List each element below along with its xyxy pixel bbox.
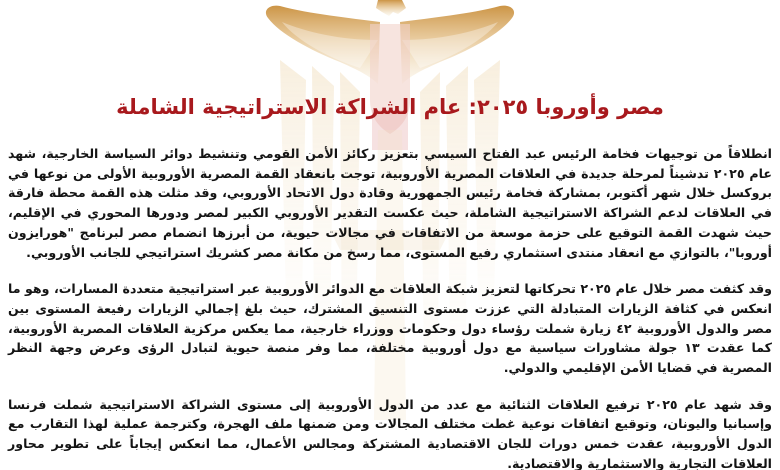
article-paragraph: انطلاقاً من توجيهات فخامة الرئيس عبد الفتاح السيسي بتعزيز ركائز الأمن القومي وتنشيط دوائر السياسة الخارجية، شهد عام ٢٠٢٥ تدشيناً لمرحلة جديدة في العلاقات المصرية الأوروبية، توجت بانعقاد القمة المصرية الأوروبية الأولى من نوعها في بروكسل خلال شهر أكتوبر، بمشاركة فخامة رئيس الجمهورية وقادة دول الاتحاد الأوروبي، وقد مثلت هذه القمة محطة فارقة في العلاقات لدعم الشراكة الاستراتيجية الشاملة، حيث عكست التقدير الأوروبي الكبير لمصر ودورها المحوري في الإقليم، حيث شهدت القمة التوقيع على حزمة موسعة من الاتفاقات في مجالات حيوية، من أبرزها انضمام مصر لبرنامج "هورايزون أوروبا"، بالتوازي مع انعقاد منتدى استثماري رفيع المستوى، مما رسخ من مكانة مصر كشريك استراتيجي للجانب الأوروبي. xyxy=(8,146,772,260)
article-paragraph: وقد كثفت مصر خلال عام ٢٠٢٥ تحركاتها لتعزيز شبكة العلاقات مع الدوائر الأوروبية عبر استراتيجية متعددة المسارات، وهو ما انعكس في كثافة الزيارات المتبادلة التي عززت مستوى التنسيق المشترك، حيث بلغ إجمالي الزيارات رفيعة المستوى بين مصر والدول الأوروبية ٤٢ زيارة شملت رؤساء دول وحكومات ووزراء خارجية، مما يعكس مركزية العلاقات المصرية الأوروبية، كما عقدت ١٣ جولة مشاورات سياسية مع دول أوروبية مختلفة، مما وفر منصة حيوية لتبادل الرؤى وعرض وجهة النظر المصرية في قضايا الأمن الإقليمي والدولي. xyxy=(8,281,772,376)
article-headline: مصر وأوروبا ٢٠٢٥: عام الشراكة الاستراتيجية الشاملة xyxy=(116,95,664,119)
eagle-head-icon xyxy=(376,0,406,16)
article-paragraph: وقد شهد عام ٢٠٢٥ ترفيع العلاقات الثنائية مع عدد من الدول الأوروبية إلى مستوى الشراكة الاستراتيجية شملت فرنسا وإسبانيا واليونان، وتوقيع اتفاقات نوعية غطت مختلف المجالات ومن ضمنها ملف الهجرة، وكترجمة عملية لهذا التقارب مع الدول الأوروبية، عقدت خمس دورات للجان الاقتصادية المشتركة ومجالس الأعمال، مما انعكس إيجاباً على تطوير محاور العلاقات التجارية والاستثمارية والاقتصادية. xyxy=(8,396,772,470)
article-body xyxy=(8,144,772,470)
